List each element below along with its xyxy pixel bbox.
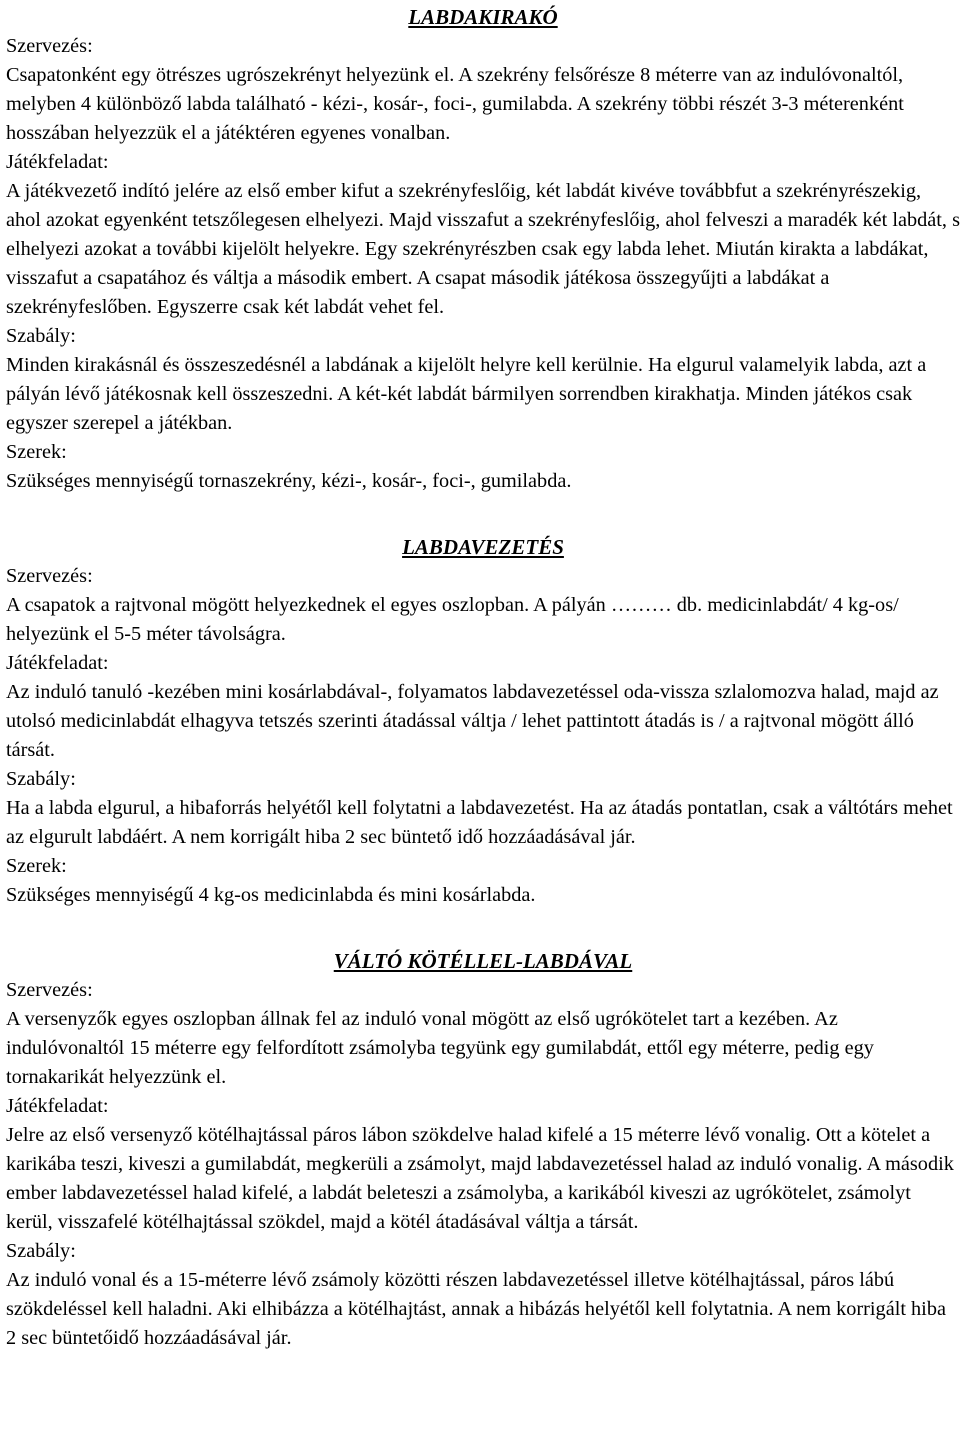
paragraph-szervezes: Csapatonként egy ötrészes ugrószekrényt helyezünk el. A szekrény felsőrésze 8 méterre van az indulóvonaltól, melyben 4 különböző labda található - kézi-, kosár-, foci-, gumilabda. A szekrény többi részét 3-3 méterenként hosszában helyezzük el a játéktéren egyenes vonalban. xyxy=(6,64,904,144)
paragraph-szervezes: A versenyzők egyes oszlopban állnak fel az induló vonal mögött az első ugrókötelet tart a kezében. Az indulóvonaltól 15 méterre egy felfordított zsámolyba tegyünk egy gumilabdát, ettől egy méterre, pedig egy tornakarikát helyezzünk el. xyxy=(6,1008,874,1088)
paragraph-szerek: Szükséges mennyiségű 4 kg-os medicinlabda és mini kosárlabda. xyxy=(6,884,536,906)
heading-jatekfeladat: Játékfeladat: xyxy=(6,1095,109,1117)
paragraph-szerek: Szükséges mennyiségű tornaszekrény, kézi-, kosár-, foci-, gumilabda. xyxy=(6,470,572,492)
heading-szabaly: Szabály: xyxy=(6,1240,76,1262)
heading-szervezes: Szervezés: xyxy=(6,565,93,587)
paragraph-jatekfeladat: A játékvezető indító jelére az első ember kifut a szekrényfeslőig, két labdát kivéve továbbfut a szekrényrészekig, ahol azokat egyenként tetszőlegesen elhelyezi. Majd visszafut a szekrényfeslőig, ahol felveszi a maradék két labdát, s elhelyezi azokat a további kijelölt helyekre. Egy szekrényrészben csak egy labda lehet. Miután kirakta a labdákat, visszafut a csapatához és váltja a második embert. A csapat második játékosa összegyűjti a labdákat a szekrényfeslőben. Egyszerre csak két labdát vehet fel. xyxy=(6,180,960,318)
heading-szervezes: Szervezés: xyxy=(6,35,93,57)
heading-jatekfeladat: Játékfeladat: xyxy=(6,151,109,173)
section-labdakirako xyxy=(6,0,960,496)
paragraph-szervezes: A csapatok a rajtvonal mögött helyezkednek el egyes oszlopban. A pályán ……… db. medicinlabdát/ 4 kg-os/ helyezünk el 5-5 méter távolságra. xyxy=(6,594,899,645)
paragraph-szabaly: Az induló vonal és a 15-méterre lévő zsámoly közötti részen labdavezetéssel illetve kötélhajtással, páros lábú szökdeléssel kell haladni. Aki elhibázza a kötélhajtást, annak a hibázás helyétől kell folytatnia. A nem korrigált hiba 2 sec büntetőidő hozzáadásával jár. xyxy=(6,1269,946,1349)
heading-szabaly: Szabály: xyxy=(6,325,76,347)
section-title: LABDAVEZETÉS xyxy=(402,535,564,559)
section-title: VÁLTÓ KÖTÉLLEL-LABDÁVAL xyxy=(333,949,633,973)
paragraph-szabaly: Minden kirakásnál és összeszedésnél a labdának a kijelölt helyre kell kerülnie. Ha elgurul valamelyik labda, azt a pályán lévő játékosnak kell összeszedni. A két-két labdát bármilyen sorrendben kirakhatja. Minden játékos csak egyszer szerepel a játékban. xyxy=(6,354,927,434)
paragraph-szabaly: Ha a labda elgurul, a hibaforrás helyétől kell folytatni a labdavezetést. Ha az átadás pontatlan, csak a váltótárs mehet az elgurult labdáért. A nem korrigált hiba 2 sec büntető idő hozzáadásával jár. xyxy=(6,797,953,848)
heading-szerek: Szerek: xyxy=(6,441,67,463)
heading-szerek: Szerek: xyxy=(6,855,67,877)
paragraph-jatekfeladat: Jelre az első versenyző kötélhajtással páros lábon szökdelve halad kifelé a 15 méterre lévő vonalig. Ott a kötelet a karikába teszi, kiveszi a gumilabdát, megkerüli a zsámolyt, majd labdavezetéssel halad az induló vonalig. A második ember labdavezetéssel halad kifelé, a labdát beleteszi a zsámolyba, a karikából kiveszi az ugrókötelet, zsámolyt kerül, visszafelé kötélhajtással szökdel, majd a kötél átadásával váltja a társát. xyxy=(6,1124,954,1233)
section-labdavezetes xyxy=(6,533,960,910)
section-title: LABDAKIRAKÓ xyxy=(408,5,558,29)
heading-jatekfeladat: Játékfeladat: xyxy=(6,652,109,674)
paragraph-jatekfeladat: Az induló tanuló -kezében mini kosárlabdával-, folyamatos labdavezetéssel oda-vissza szlalomozva halad, majd az utolsó medicinlabdát elhagyva tetszés szerinti átadással váltja / lehet pattintott átadás is / a rajtvonal mögött álló társát. xyxy=(6,681,939,761)
heading-szabaly: Szabály: xyxy=(6,768,76,790)
heading-szervezes: Szervezés: xyxy=(6,979,93,1001)
section-valto-kotellel-labdaval xyxy=(6,947,960,1353)
